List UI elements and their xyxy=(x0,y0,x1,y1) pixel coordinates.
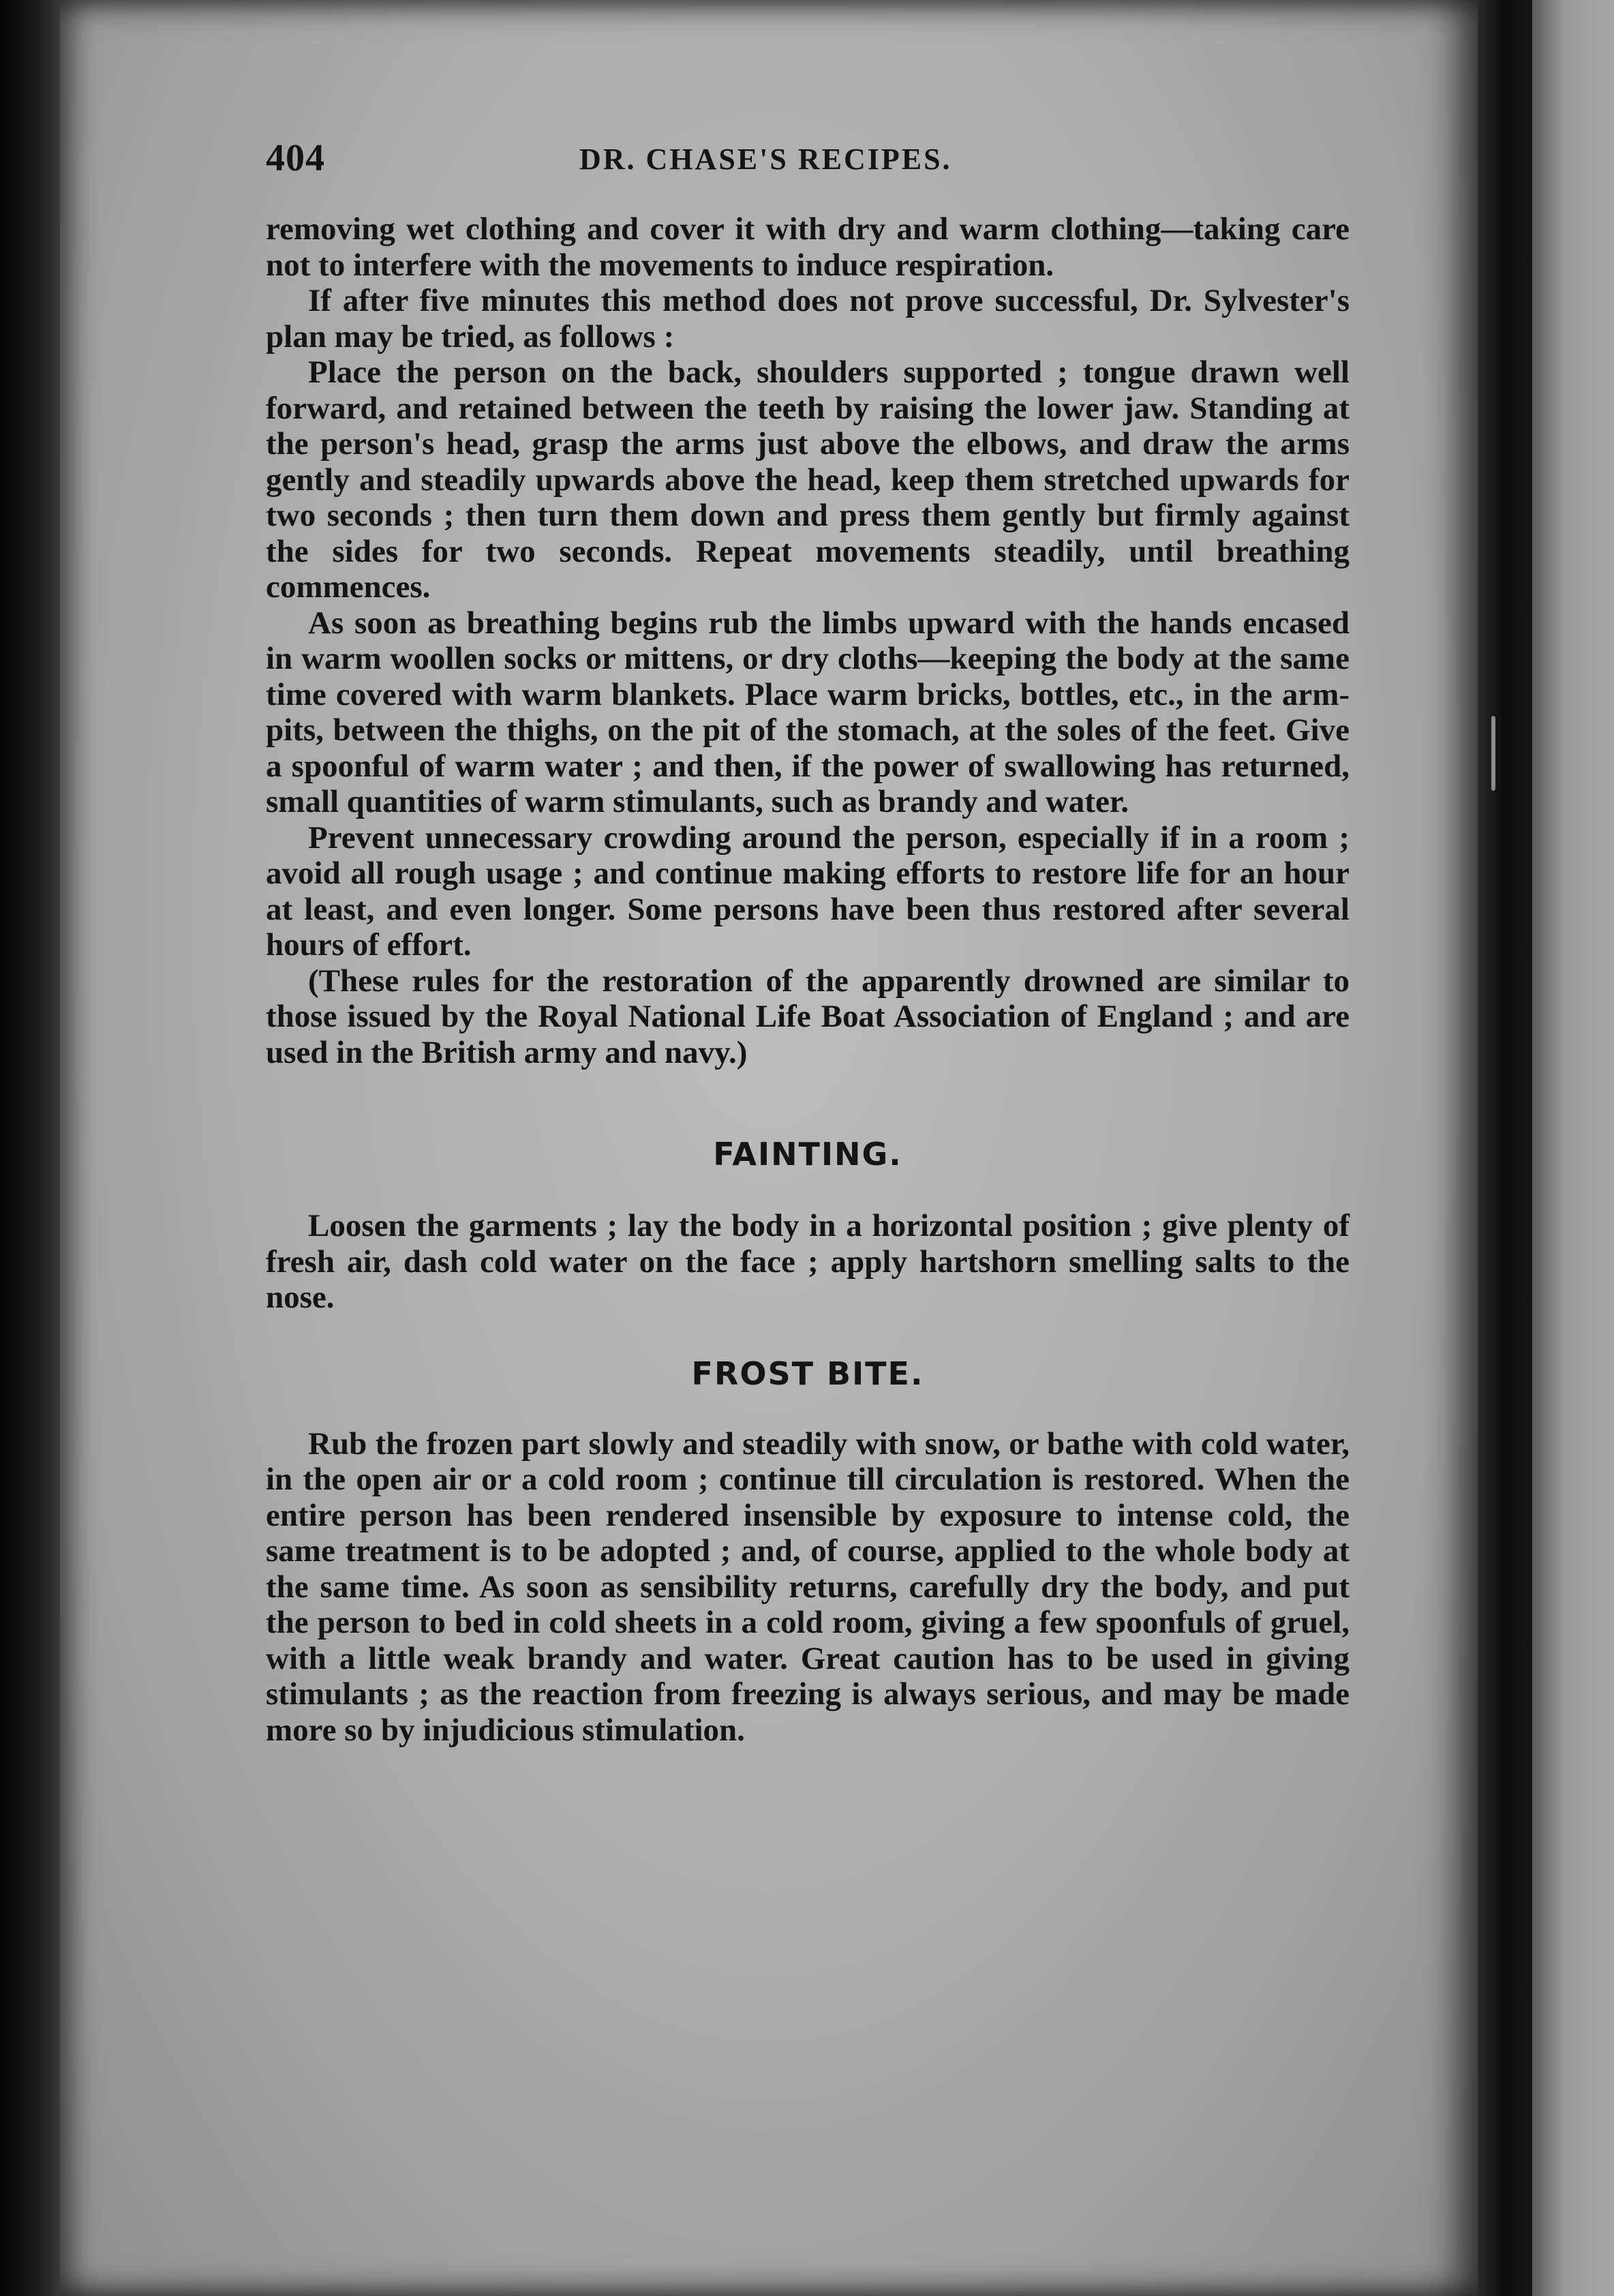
section-heading-frost-bite: FROST BITE. xyxy=(691,1355,924,1392)
paragraph: Prevent unnecessary crowding around the person, especially if in a room ; avoid all rough usage ; and continue making efforts to restore life for an hour at least, and even longer. Some persons have been thus restored after several hours of effort. xyxy=(266,819,1350,963)
paragraph: As soon as breathing begins rub the limbs upward with the hands encased in warm woollen socks or mittens, or dry cloths—keeping the body at the same time covered with warm blankets. Place warm bricks, bottles, etc., in the arm-pits, between the thighs, on the pit of the stomach, at the soles of the feet. Give a spoonful of warm water ; and then, if the power of swallowing has returned, small quantities of warm stimulants, such as brandy and water. xyxy=(266,605,1350,819)
page-text-block xyxy=(266,136,1350,1748)
page-number: 404 xyxy=(266,137,325,179)
paragraph: (These rules for the restoration of the apparently drowned are similar to those issued by the Royal National Life Boat Association of England ; and are used in the British army and navy.) xyxy=(266,963,1350,1070)
running-head xyxy=(266,136,1350,184)
page-gutter xyxy=(1478,0,1532,2296)
fainting-paragraph: Loosen the garments ; lay the body in a horizontal position ; give plenty of fresh air, dash cold water on the face ; apply hartshorn smelling salts to the nose. xyxy=(266,1208,1350,1315)
running-title: DR. CHASE'S RECIPES. xyxy=(579,142,952,176)
drowning-section-continued xyxy=(266,211,1350,1070)
page-fold-highlight xyxy=(1491,716,1495,791)
section-heading-fainting: FAINTING. xyxy=(713,1136,902,1173)
facing-page-edge xyxy=(1532,0,1614,2296)
paragraph: If after five minutes this method does not prove successful, Dr. Sylvester's plan may be tried, as follows : xyxy=(266,283,1350,354)
binding-shadow xyxy=(0,0,61,2296)
frost-bite-paragraph: Rub the frozen part slowly and steadily with snow, or bathe with cold water, in the open air or a cold room ; continue till circulation is restored. When the entire person has been rendered insensible by exposure to intense cold, the same treatment is to be adopted ; and, of course, applied to the whole body at the same time. As soon as sensibility returns, carefully dry the body, and put the person to bed in cold sheets in a cold room, giving a few spoonfuls of gruel, with a little weak brandy and water. Great caution has to be used in giving stimulants ; as the reaction from freezing is always serious, and may be made more so by injudicious stimulation. xyxy=(266,1425,1350,1748)
paragraph: removing wet clothing and cover it with dry and warm clothing—taking care not to interfere with the movements to induce respiration. xyxy=(266,211,1350,283)
paragraph: Place the person on the back, shoulders supported ; tongue drawn well forward, and retained between the teeth by raising the lower jaw. Standing at the person's head, grasp the arms just above the elbows, and draw the arms gently and steadily upwards above the head, keep them stretched upwards for two seconds ; then turn them down and press them gently but firmly against the sides for two seconds. Repeat movements steadily, until breathing commences. xyxy=(266,354,1350,605)
